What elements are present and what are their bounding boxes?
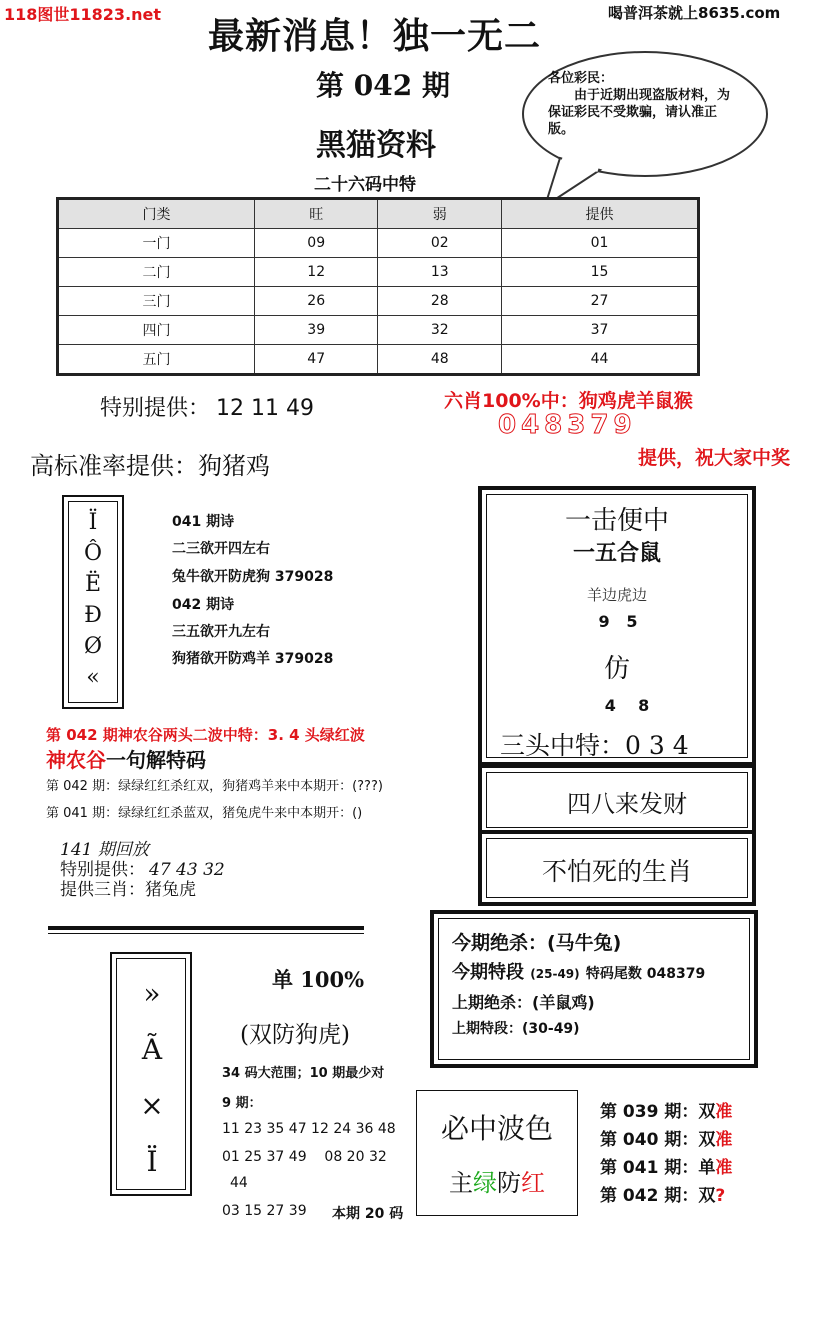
bubble-body: 由于近期出现盗版材料，为保证彩民不受欺骗，请认准正版。 (548, 88, 731, 137)
poem-line: 二三欲开四左右 (172, 541, 270, 557)
one-hit-hint: 羊边虎边 (586, 586, 647, 604)
history-mark: 准 (715, 1158, 733, 1178)
number-cell: 48 (378, 345, 502, 375)
bubble-greeting: 各位彩民： (548, 71, 614, 86)
wish-text: 提供，祝大家中奖 (638, 447, 791, 469)
glyph-char: Ã (141, 1033, 163, 1066)
table-row (58, 345, 699, 375)
wave-main (417, 1163, 577, 1198)
glyph-char: Ø (83, 634, 103, 659)
number-cell: 37 (502, 316, 699, 345)
replay-label: 特别提供： (60, 860, 145, 880)
number-cell: 28 (378, 287, 502, 316)
table-caption: 二十六码中特 (314, 175, 416, 195)
header-cell: 门类 (58, 199, 255, 229)
glyph-char: « (86, 665, 100, 690)
gate-label-cell: 二门 (58, 258, 255, 287)
one-hit-subtitle: 一五合鼠 (572, 540, 661, 566)
subtitle: 黑猫资料 (316, 128, 436, 163)
number-cell: 32 (378, 316, 502, 345)
headline: 最新消息！独一无二 (208, 15, 542, 57)
dan-title: 单 100% (272, 967, 365, 992)
glyph-box-2 (110, 952, 192, 1196)
history-row (600, 1154, 732, 1182)
history-label: 第 042 期： (600, 1186, 699, 1206)
shennong-041: 第 041 期：绿绿红红杀蓝双，猪兔虎牛来中本期开：() (46, 806, 363, 821)
kill-line1: 今期绝杀：(马牛兔) (452, 932, 622, 954)
history-list (600, 1098, 732, 1210)
number-cell: 47 (254, 345, 378, 375)
divider-thick (48, 926, 364, 930)
gate-label-cell: 三门 (58, 287, 255, 316)
glyph-char: × (140, 1089, 164, 1122)
kill-line2 (452, 958, 705, 984)
dan-nine: 9 期： (222, 1096, 262, 1111)
glyph-char: Ð (84, 603, 102, 628)
glyph-char: Ï (88, 510, 98, 535)
dan-row4-total: 本期 20 码 (332, 1206, 404, 1222)
replay-line3: 提供三肖：猪兔虎 (60, 880, 196, 900)
shennong-line: 第 042 期神农谷两头二波中特：3. 4 头绿红波 (46, 726, 365, 744)
table-row (58, 316, 699, 345)
dan-row2: 01 25 37 49 08 20 32 (222, 1149, 387, 1165)
replay-numbers: 47 43 32 (149, 860, 225, 880)
one-hit-fang: 仿 (603, 654, 630, 684)
dan-row3: 44 (230, 1175, 248, 1191)
shennong-title (46, 744, 206, 773)
history-mark: 准 (715, 1130, 733, 1150)
wave-fang: 防 (497, 1169, 521, 1197)
poem-line: 041 期诗 (172, 514, 235, 530)
history-mark: ? (715, 1186, 726, 1206)
special-numbers: 12 11 49 (216, 396, 314, 421)
shennong-title-red: 神农谷 (46, 748, 106, 772)
wave-red: 红 (521, 1169, 545, 1197)
issue-number: 第 042 期 (316, 69, 450, 102)
kill-line4: 上期特段：(30-49) (452, 1021, 580, 1037)
site-left-label: 118图世11823.net (4, 5, 162, 24)
header-cell: 旺 (254, 199, 378, 229)
glyph-char: » (143, 977, 161, 1010)
gate-table (56, 197, 700, 376)
wave-title: 必中波色 (440, 1112, 553, 1145)
site-right-label: 喝普洱茶就上8635.com (608, 4, 781, 22)
wave-green: 绿 (473, 1169, 497, 1197)
poem-line: 兔牛欲开防虎狗 379028 (172, 569, 334, 585)
six-zodiac: 六肖100%中：狗鸡虎羊鼠猴 (444, 390, 693, 412)
wave-box (416, 1090, 578, 1216)
number-cell: 01 (502, 229, 699, 258)
bubble-text (548, 70, 738, 138)
history-label: 第 041 期： (600, 1158, 699, 1178)
table-row (58, 258, 699, 287)
number-cell: 02 (378, 229, 502, 258)
one-hit-box (478, 486, 756, 766)
kill-line2-c: 特码尾数 048379 (585, 966, 706, 982)
history-row (600, 1182, 732, 1210)
poem-line: 三五欲开九左右 (172, 624, 270, 640)
table-row (58, 287, 699, 316)
bu-pa-text: 不怕死的生肖 (541, 857, 692, 886)
six-zodiac-code: 048379 (498, 410, 637, 440)
history-row (600, 1098, 732, 1126)
glyph-box-1 (62, 495, 124, 709)
glyph-char: Ë (84, 572, 102, 597)
replay-block (60, 840, 225, 900)
history-label: 第 040 期： (600, 1130, 699, 1150)
three-head: 三头中特：0 3 4 (500, 731, 689, 760)
replay-line1: 141 期回放 (60, 840, 149, 860)
glyph-char: Ô (83, 541, 103, 566)
one-hit-nums-bottom: 4 8 (604, 696, 650, 715)
history-value: 单 (698, 1158, 716, 1178)
dan-sub: (双防狗虎) (240, 1022, 350, 1048)
number-cell: 26 (254, 287, 378, 316)
wave-main-label: 主 (449, 1169, 473, 1197)
dan-row1: 11 23 35 47 12 24 36 48 (222, 1121, 396, 1137)
number-cell: 39 (254, 316, 378, 345)
number-cell: 09 (254, 229, 378, 258)
kill-box (430, 910, 758, 1068)
history-value: 双 (698, 1186, 716, 1206)
number-cell: 27 (502, 287, 699, 316)
divider-thin (48, 933, 364, 934)
table-header-row (58, 199, 699, 229)
history-mark: 准 (715, 1102, 733, 1122)
special-provide (100, 391, 314, 422)
gate-label-cell: 四门 (58, 316, 255, 345)
header-cell: 提供 (502, 199, 699, 229)
dan-range: 34 码大范围；10 期最少对 (222, 1066, 385, 1081)
number-cell: 12 (254, 258, 378, 287)
bu-pa-box (478, 830, 756, 906)
si-ba-box (478, 764, 756, 836)
history-label: 第 039 期： (600, 1102, 699, 1122)
shennong-title-black: 一句解特码 (106, 748, 206, 772)
history-value: 双 (698, 1130, 716, 1150)
number-cell: 15 (502, 258, 699, 287)
poem-line: 狗猪欲开防鸡羊 379028 (172, 651, 334, 667)
glyph-char: Ï (146, 1145, 158, 1178)
kill-line2-a: 今期特段 (452, 962, 524, 983)
gate-label-cell: 五门 (58, 345, 255, 375)
history-row (600, 1126, 732, 1154)
header-cell: 弱 (378, 199, 502, 229)
number-cell: 13 (378, 258, 502, 287)
si-ba-text: 四八来发财 (567, 790, 687, 818)
kill-line2-b: (25-49) (530, 967, 580, 981)
gate-label-cell: 一门 (58, 229, 255, 258)
poem-line: 042 期诗 (172, 597, 235, 613)
special-label: 特别提供： (100, 396, 211, 421)
number-cell: 44 (502, 345, 699, 375)
dan-row4: 03 15 27 39 (222, 1203, 307, 1219)
kill-line3: 上期绝杀：(羊鼠鸡) (452, 993, 595, 1012)
history-value: 双 (698, 1102, 716, 1122)
one-hit-nums-top: 9 5 (598, 612, 638, 631)
table-row (58, 229, 699, 258)
one-hit-title: 一击便中 (564, 506, 669, 536)
shennong-042: 第 042 期：绿绿红红杀红双，狗猪鸡羊来中本期开：(???) (46, 779, 383, 794)
high-accuracy: 高标准率提供：狗猪鸡 (30, 452, 270, 480)
